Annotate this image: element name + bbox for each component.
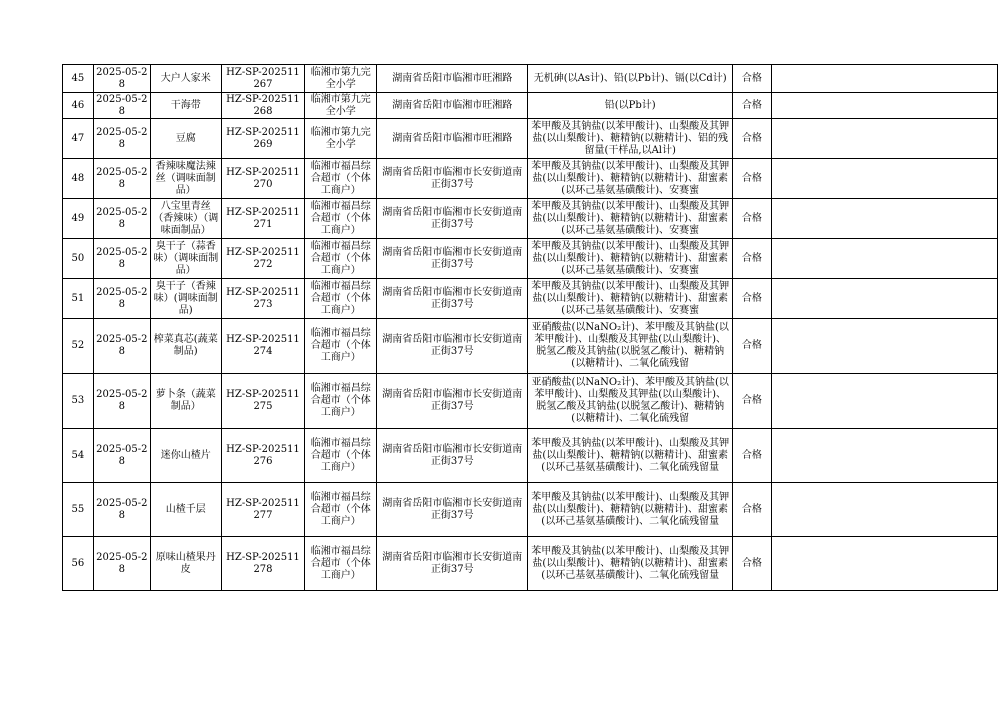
cell-code: HZ-SP-202511274 bbox=[221, 319, 305, 374]
cell-name: 山楂千层 bbox=[150, 483, 221, 537]
cell-remark bbox=[771, 65, 997, 93]
cell-name: 大户人家米 bbox=[150, 65, 221, 93]
inspection-results-table bbox=[62, 64, 998, 591]
cell-code: HZ-SP-202511272 bbox=[221, 239, 305, 279]
table-row bbox=[63, 93, 998, 119]
cell-code: HZ-SP-202511278 bbox=[221, 537, 305, 591]
table-row bbox=[63, 279, 998, 319]
cell-items: 铅(以Pb计) bbox=[528, 93, 733, 119]
cell-result: 合格 bbox=[733, 483, 772, 537]
cell-remark bbox=[771, 93, 997, 119]
table-row bbox=[63, 537, 998, 591]
table-row bbox=[63, 119, 998, 159]
cell-code: HZ-SP-202511270 bbox=[221, 159, 305, 199]
cell-items: 苯甲酸及其钠盐(以苯甲酸计)、山梨酸及其钾盐(以山梨酸计)、糖精钠(以糖精计)、铝的残留量(干样品,以Al计) bbox=[528, 119, 733, 159]
cell-items: 苯甲酸及其钠盐(以苯甲酸计)、山梨酸及其钾盐(以山梨酸计)、糖精钠(以糖精计)、甜蜜素(以环己基氨基磺酸计)、安赛蜜 bbox=[528, 239, 733, 279]
cell-date: 2025-05-28 bbox=[93, 279, 150, 319]
cell-no: 53 bbox=[63, 374, 94, 429]
cell-date: 2025-05-28 bbox=[93, 239, 150, 279]
cell-address: 湖南省岳阳市临湘市长安街道南正街37号 bbox=[377, 374, 528, 429]
cell-remark bbox=[771, 429, 997, 483]
table-row bbox=[63, 159, 998, 199]
cell-items: 亚硝酸盐(以NaNO₂计)、苯甲酸及其钠盐(以苯甲酸计)、山梨酸及其钾盐(以山梨酸计)、脱氢乙酸及其钠盐(以脱氢乙酸计)、糖精钠(以糖精计)、二氧化硫残留 bbox=[528, 374, 733, 429]
cell-no: 48 bbox=[63, 159, 94, 199]
cell-result: 合格 bbox=[733, 319, 772, 374]
cell-date: 2025-05-28 bbox=[93, 374, 150, 429]
cell-address: 湖南省岳阳市临湘市长安街道南正街37号 bbox=[377, 429, 528, 483]
cell-no: 56 bbox=[63, 537, 94, 591]
cell-no: 47 bbox=[63, 119, 94, 159]
cell-remark bbox=[771, 374, 997, 429]
cell-no: 50 bbox=[63, 239, 94, 279]
cell-result: 合格 bbox=[733, 159, 772, 199]
cell-date: 2025-05-28 bbox=[93, 319, 150, 374]
cell-address: 湖南省岳阳市临湘市旺湘路 bbox=[377, 119, 528, 159]
table-row bbox=[63, 483, 998, 537]
cell-result: 合格 bbox=[733, 199, 772, 239]
cell-result: 合格 bbox=[733, 374, 772, 429]
cell-unit: 临湘市福昌综合超市（个体工商户） bbox=[305, 239, 377, 279]
cell-items: 亚硝酸盐(以NaNO₂计)、苯甲酸及其钠盐(以苯甲酸计)、山梨酸及其钾盐(以山梨酸计)、脱氢乙酸及其钠盐(以脱氢乙酸计)、糖精钠(以糖精计)、二氧化硫残留 bbox=[528, 319, 733, 374]
cell-name: 香辣味魔法辣丝（调味面制品） bbox=[150, 159, 221, 199]
cell-unit: 临湘市福昌综合超市（个体工商户） bbox=[305, 199, 377, 239]
cell-no: 45 bbox=[63, 65, 94, 93]
cell-name: 八宝里青丝（香辣味）（调味面制品） bbox=[150, 199, 221, 239]
cell-name: 干海带 bbox=[150, 93, 221, 119]
cell-address: 湖南省岳阳市临湘市长安街道南正街37号 bbox=[377, 199, 528, 239]
cell-items: 苯甲酸及其钠盐(以苯甲酸计)、山梨酸及其钾盐(以山梨酸计)、糖精钠(以糖精计)、甜蜜素(以环己基氨基磺酸计)、安赛蜜 bbox=[528, 279, 733, 319]
cell-address: 湖南省岳阳市临湘市长安街道南正街37号 bbox=[377, 483, 528, 537]
cell-result: 合格 bbox=[733, 537, 772, 591]
cell-no: 46 bbox=[63, 93, 94, 119]
cell-unit: 临湘市福昌综合超市（个体工商户） bbox=[305, 159, 377, 199]
cell-result: 合格 bbox=[733, 239, 772, 279]
cell-no: 49 bbox=[63, 199, 94, 239]
cell-address: 湖南省岳阳市临湘市旺湘路 bbox=[377, 65, 528, 93]
cell-address: 湖南省岳阳市临湘市长安街道南正街37号 bbox=[377, 159, 528, 199]
cell-result: 合格 bbox=[733, 119, 772, 159]
cell-code: HZ-SP-202511271 bbox=[221, 199, 305, 239]
cell-unit: 临湘市福昌综合超市（个体工商户） bbox=[305, 374, 377, 429]
cell-date: 2025-05-28 bbox=[93, 93, 150, 119]
table-row bbox=[63, 239, 998, 279]
cell-items: 无机砷(以As计)、铅(以Pb计)、镉(以Cd计) bbox=[528, 65, 733, 93]
cell-address: 湖南省岳阳市临湘市长安街道南正街37号 bbox=[377, 279, 528, 319]
cell-items: 苯甲酸及其钠盐(以苯甲酸计)、山梨酸及其钾盐(以山梨酸计)、糖精钠(以糖精计)、甜蜜素(以环己基氨基磺酸计)、二氧化硫残留量 bbox=[528, 483, 733, 537]
cell-remark bbox=[771, 319, 997, 374]
cell-unit: 临湘市福昌综合超市（个体工商户） bbox=[305, 429, 377, 483]
cell-result: 合格 bbox=[733, 279, 772, 319]
cell-name: 迷你山楂片 bbox=[150, 429, 221, 483]
cell-date: 2025-05-28 bbox=[93, 65, 150, 93]
cell-items: 苯甲酸及其钠盐(以苯甲酸计)、山梨酸及其钾盐(以山梨酸计)、糖精钠(以糖精计)、甜蜜素(以环己基氨基磺酸计)、二氧化硫残留量 bbox=[528, 429, 733, 483]
cell-remark bbox=[771, 537, 997, 591]
cell-items: 苯甲酸及其钠盐(以苯甲酸计)、山梨酸及其钾盐(以山梨酸计)、糖精钠(以糖精计)、甜蜜素(以环己基氨基磺酸计)、安赛蜜 bbox=[528, 159, 733, 199]
cell-name: 原味山楂果丹皮 bbox=[150, 537, 221, 591]
table-row bbox=[63, 319, 998, 374]
cell-date: 2025-05-28 bbox=[93, 199, 150, 239]
cell-code: HZ-SP-202511275 bbox=[221, 374, 305, 429]
cell-no: 54 bbox=[63, 429, 94, 483]
cell-address: 湖南省岳阳市临湘市旺湘路 bbox=[377, 93, 528, 119]
cell-remark bbox=[771, 483, 997, 537]
cell-name: 臭干子（香辣味）(调味面制品) bbox=[150, 279, 221, 319]
cell-code: HZ-SP-202511276 bbox=[221, 429, 305, 483]
cell-address: 湖南省岳阳市临湘市长安街道南正街37号 bbox=[377, 239, 528, 279]
cell-code: HZ-SP-202511269 bbox=[221, 119, 305, 159]
cell-no: 55 bbox=[63, 483, 94, 537]
cell-name: 豆腐 bbox=[150, 119, 221, 159]
cell-date: 2025-05-28 bbox=[93, 429, 150, 483]
cell-items: 苯甲酸及其钠盐(以苯甲酸计)、山梨酸及其钾盐(以山梨酸计)、糖精钠(以糖精计)、甜蜜素(以环己基氨基磺酸计)、安赛蜜 bbox=[528, 199, 733, 239]
cell-code: HZ-SP-202511273 bbox=[221, 279, 305, 319]
table-row bbox=[63, 199, 998, 239]
cell-unit: 临湘市福昌综合超市（个体工商户） bbox=[305, 279, 377, 319]
cell-unit: 临湘市第九完全小学 bbox=[305, 119, 377, 159]
cell-code: HZ-SP-202511267 bbox=[221, 65, 305, 93]
cell-unit: 临湘市福昌综合超市（个体工商户） bbox=[305, 319, 377, 374]
cell-remark bbox=[771, 159, 997, 199]
cell-code: HZ-SP-202511268 bbox=[221, 93, 305, 119]
table-row bbox=[63, 374, 998, 429]
cell-result: 合格 bbox=[733, 65, 772, 93]
cell-address: 湖南省岳阳市临湘市长安街道南正街37号 bbox=[377, 537, 528, 591]
table-row bbox=[63, 65, 998, 93]
cell-date: 2025-05-28 bbox=[93, 483, 150, 537]
table-row bbox=[63, 429, 998, 483]
cell-unit: 临湘市第九完全小学 bbox=[305, 93, 377, 119]
cell-no: 52 bbox=[63, 319, 94, 374]
cell-no: 51 bbox=[63, 279, 94, 319]
cell-remark bbox=[771, 119, 997, 159]
cell-unit: 临湘市福昌综合超市（个体工商户） bbox=[305, 483, 377, 537]
cell-items: 苯甲酸及其钠盐(以苯甲酸计)、山梨酸及其钾盐(以山梨酸计)、糖精钠(以糖精计)、甜蜜素(以环己基氨基磺酸计)、二氧化硫残留量 bbox=[528, 537, 733, 591]
cell-name: 萝卜条（蔬菜制品） bbox=[150, 374, 221, 429]
cell-remark bbox=[771, 279, 997, 319]
cell-remark bbox=[771, 239, 997, 279]
cell-remark bbox=[771, 199, 997, 239]
cell-name: 臭干子（蒜香味）（调味面制品） bbox=[150, 239, 221, 279]
cell-name: 榨菜真芯(蔬菜制品) bbox=[150, 319, 221, 374]
cell-date: 2025-05-28 bbox=[93, 159, 150, 199]
cell-date: 2025-05-28 bbox=[93, 537, 150, 591]
cell-code: HZ-SP-202511277 bbox=[221, 483, 305, 537]
cell-result: 合格 bbox=[733, 93, 772, 119]
cell-date: 2025-05-28 bbox=[93, 119, 150, 159]
cell-unit: 临湘市第九完全小学 bbox=[305, 65, 377, 93]
cell-result: 合格 bbox=[733, 429, 772, 483]
cell-address: 湖南省岳阳市临湘市长安街道南正街37号 bbox=[377, 319, 528, 374]
cell-unit: 临湘市福昌综合超市（个体工商户） bbox=[305, 537, 377, 591]
